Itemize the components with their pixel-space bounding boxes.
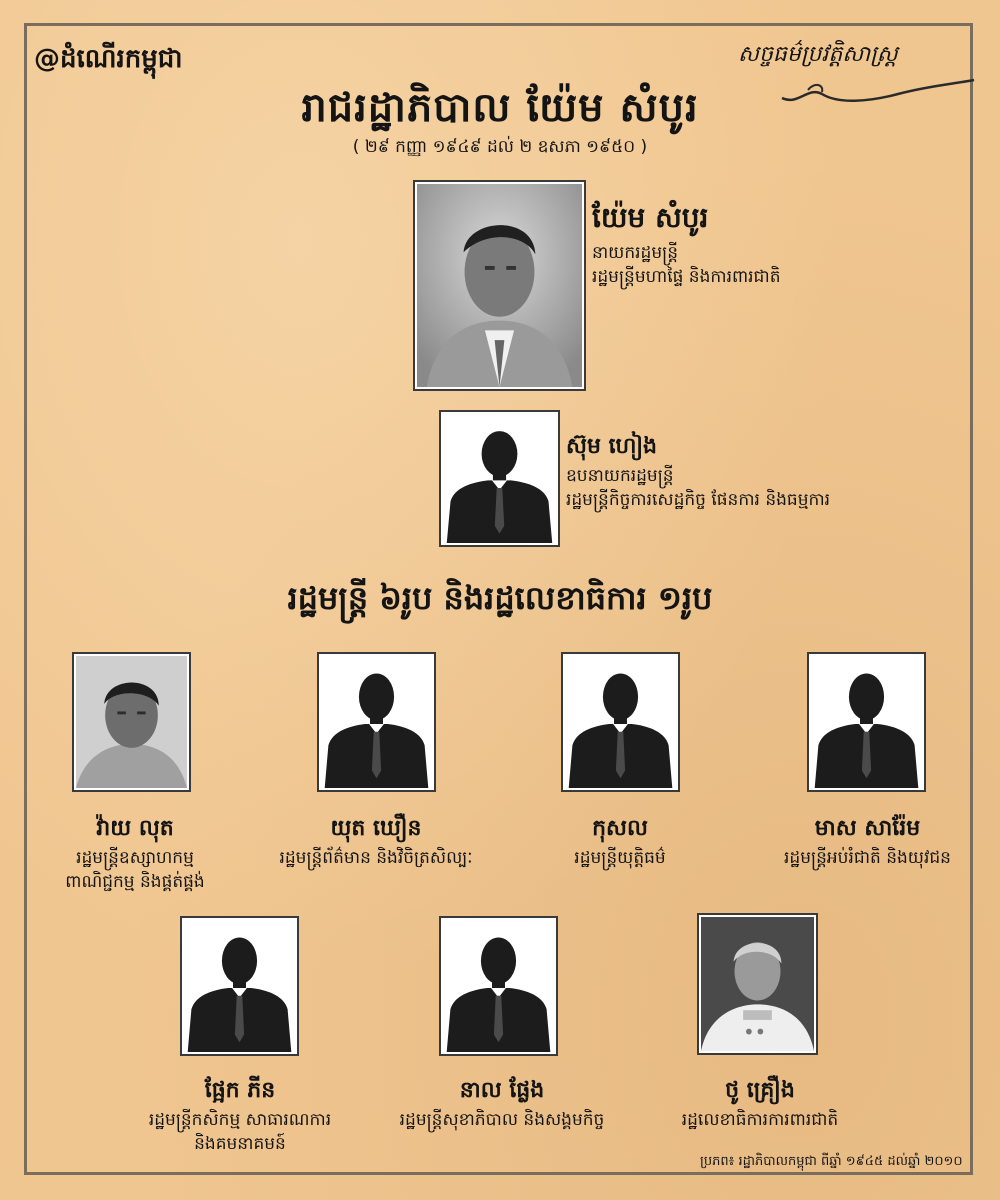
silhouette-placeholder bbox=[561, 652, 680, 792]
silhouette-placeholder bbox=[807, 652, 926, 792]
source-note: ប្រភព៖ រដ្ឋាភិបាលកម្ពុជា ពីឆ្នាំ ១៩៤៥ ដល់ឆ្នាំ ២០១០ bbox=[700, 1154, 963, 1169]
portrait-photo bbox=[697, 913, 818, 1055]
minister-role: រដ្ឋមន្ត្រីកសិកម្ម សាធារណការ bbox=[148, 1110, 332, 1130]
page-title: រាជរដ្ឋាភិបាល យ៉ែម សំបូរ bbox=[301, 85, 699, 131]
series-motto: សច្ចធម៌ប្រវត្តិសាស្ត្រ bbox=[738, 42, 898, 67]
silhouette-placeholder bbox=[439, 410, 560, 547]
person-silhouette-icon bbox=[443, 414, 556, 543]
minister-role: និងគមនាគមន៍ bbox=[194, 1134, 286, 1154]
person-silhouette-icon bbox=[184, 920, 295, 1052]
minister-name: ផ្អែក ភីន bbox=[204, 1078, 276, 1103]
minister-name: មាស សារ៉ែម bbox=[814, 816, 921, 841]
minister-name: ថូ គ្រឿង bbox=[725, 1078, 795, 1103]
person-silhouette-icon bbox=[811, 656, 922, 788]
page-handle: @ដំណើរកម្ពុជា bbox=[34, 44, 183, 74]
person-silhouette-icon bbox=[565, 656, 676, 788]
minister-role: រដ្ឋមន្ត្រីសុខាភិបាល និងសង្គមកិច្ច bbox=[399, 1110, 605, 1130]
date-range: ( ២៩ កញ្ញា ១៩៤៩ ដល់ ២ ឧសភា ១៩៥០ ) bbox=[352, 137, 648, 157]
section-heading: រដ្ឋមន្ត្រី ៦រូប និងរដ្ឋលេខាធិការ ១រូប bbox=[287, 579, 713, 617]
minister-role: ពាណិជ្ជកម្ម និងផ្គត់ផ្គង់ bbox=[65, 872, 205, 892]
silhouette-placeholder bbox=[439, 916, 558, 1056]
deputy-name: ស៊ុម ហៀង bbox=[566, 434, 658, 459]
minister-name: វ៉ាយ លុត bbox=[96, 816, 174, 841]
leader-role: នាយករដ្ឋមន្ត្រី bbox=[592, 243, 678, 263]
silhouette-placeholder bbox=[317, 652, 436, 792]
leader-role: រដ្ឋមន្ត្រីមហាផ្ទៃ និងការពារជាតិ bbox=[592, 267, 781, 287]
minister-role: រដ្ឋលេខាធិការការពារជាតិ bbox=[681, 1110, 839, 1130]
portrait-photo bbox=[413, 180, 586, 391]
silhouette-placeholder bbox=[180, 916, 299, 1056]
person-silhouette-icon bbox=[321, 656, 432, 788]
person-silhouette-icon bbox=[443, 920, 554, 1052]
minister-role: រដ្ឋមន្ត្រីអប់រំជាតិ និងយុវជន bbox=[784, 848, 951, 868]
deputy-role: រដ្ឋមន្ត្រីកិច្ចការសេដ្ឋកិច្ច ផែនការ និងធម្មការ bbox=[566, 490, 831, 510]
portrait-photo bbox=[72, 652, 191, 792]
minister-role: រដ្ឋមន្ត្រីយុត្តិធម៌ bbox=[574, 848, 666, 868]
leader-name: យ៉ែម សំបូរ bbox=[592, 201, 709, 234]
minister-role: រដ្ឋមន្ត្រីឧស្សាហកម្ម bbox=[76, 848, 194, 868]
minister-role: រដ្ឋមន្ត្រីព័ត៌មាន និងវិចិត្រសិល្បៈ bbox=[279, 848, 473, 868]
minister-name: នាល ផ្លែង bbox=[459, 1078, 545, 1103]
deputy-role: ឧបនាយករដ្ឋមន្ត្រី bbox=[566, 466, 674, 486]
minister-name: កុសល bbox=[592, 816, 648, 841]
minister-name: យុត ឃឿន bbox=[330, 816, 422, 841]
